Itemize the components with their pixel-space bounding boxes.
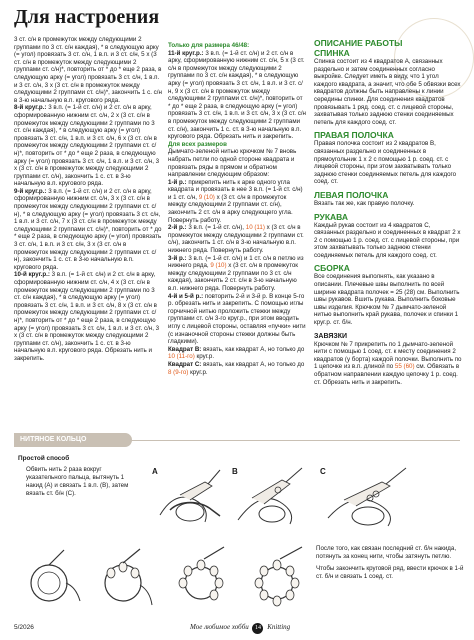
label-b: B: [232, 467, 238, 476]
ties-text: Крючком № 7 прикрепить по 1 дымчато-зеленой нити с помощью 1 соед. ст. к месту соединения 2 квадратов (у борта) каждой полочки. Выполнить по 1 цепочке из в.п. длиной по 55 (60) см. Обвязать в обратном направлении каждую цепочку 1 р. соед. ст. Обрезать нить и закрепить.: [314, 340, 462, 386]
col1-paragraph: 9-й круг.р.: 3 в.п. (= 1-й ст. с/н) и 2 ст. с/н в арку, сформированную нижним ст. с/н, 3 х (3 ст. с/н в промежуток между следующими 2 группами ст. с/н), * в следующую арку (= угол) провязать 3 ст. с/н, 1 в.п. и 3 ст. с/н, 7 х (3 ст. с/н в промежуток между следующими 2 группами ст. с/н)*, повторить от * до * еще 2 раза, в следующую арку (= угол) провязать 3 ст. с/н, 1 в.п. и 3 ст. с/н, 3 х (3 ст. с/н в промежуток между следующими 2 группами ст. с/н), закончить 1 с. ст. в 3-ю начальную в.п. кругового ряда.: [14, 187, 162, 271]
heading-back: СПИНКА: [314, 48, 350, 58]
after-text: [316, 545, 466, 585]
illustration-a: [150, 460, 230, 540]
page-number: 14: [252, 623, 263, 634]
square-b: Квадрат В: вязать, как квадрат А, но только до 10 (11-го) круг.р.: [168, 345, 305, 361]
label-c: C: [320, 467, 326, 476]
col1-paragraph: 8-й круг.р.: 3 в.п. (= 1-й ст. с/н) и 2 ст. с/н в арку, сформированную нижним ст. с/н, 2 х (3 ст. с/н в промежуток между следующими 2 группами по 3 ст. с/н каждая), * в следующую арку (= угол) провязать 3 ст. с/н, 1 в.п. и 3 ст. с/н, 6 х (3 ст. с/н в промежуток между следующими 2 группами ст. с/н)*, повторить от * до * еще 2 раза, в следующую арку (= угол) провязать 3 ст. с/н, 1 в.п. и 3 ст. с/н, 3 х (3 ст. с/н в промежуток между следующими 2 группами ст. с/н), закончить 1 с. ст. в 3-ю начальную в.п. кругового ряда.: [14, 104, 160, 188]
row-2: 2-й р.: 3 в.п. (= 1-й ст. с/н), 10 (11) х (3 ст. с/н в промежуток между следующими 2 группами ст. с/н), закончить 1 ст. с/н в 3-ю начальную в.п. нижнего ряда. Повернуть работу.: [168, 224, 304, 255]
heading-description: ОПИСАНИЕ РАБОТЫ: [314, 38, 403, 48]
ring-illustration-3: [164, 545, 239, 615]
column-1: [14, 36, 162, 363]
heading-right-front: ПРАВАЯ ПОЛОЧКА: [314, 130, 394, 141]
after-text-1: После того, как связан последний ст. б/н накида, потянуть за конец нити, чтобы затянуть петлю.: [316, 545, 457, 560]
right-front-text: Правая полочка состоит из 2 квадратов В, связанных раздельно и соединенных в прямоугольник 1 х 2 с помощью 1 р. соед. ст. с лицевой стороны, при этом захватывать только заднюю стенки соединяемых петель для каждого соед. ст.: [314, 140, 457, 186]
size-heading: Только для размера 46/48:: [168, 42, 250, 49]
label-a: A: [152, 467, 158, 476]
column-2: [168, 42, 306, 376]
row-4-5: 4-й и 5-й р.: повторить 2-й и 3-й р. В конце 5-го р. обрезать нить и закрепить. С помощью иглы горчичной нитью проложить стежки между группами ст. с/н 3-го круг.р., при этом вводить иглу с лицевой стороны, оставляя «пучки» нити (с изнаночной стороны стежки должны быть гладкими).: [168, 292, 306, 346]
all-sizes-heading: Для всех размеров: [168, 140, 227, 148]
simple-method-text: Обвить нить 2 раза вокруг указательного пальца, вытянуть 1 накид (А) и связать 1 в.п. (В), затем вязать ст. б/н (С).: [26, 466, 129, 497]
column-3: [314, 34, 462, 386]
ring-illustration-2: [88, 545, 158, 615]
intro-paragraph: Дымчато-зеленой нитью крючком № 7 вновь набрать петли по одной стороне квадрата и провязать ряды в прямом и обратном направлении следующим образом:: [168, 148, 297, 179]
page-title: Для настроения: [14, 6, 160, 28]
round-11: 11-й круг.р.: 3 в.п. (= 1-й ст. с/н) и 2 ст. с/н в арку, сформированную нижним ст. с/н, 5 х (3 ст. с/н в промежуток между следующими 2 группами по 3 ст. с/н каждая), * в следующую арку (= угол) провязать 3 ст. с/н, 1 в.п. и 3 ст. с/н, 9 х (3 ст. с/н в промежуток между следующими 2 группами ст. с/н)*, повторить от * до * еще 2 раза, в следующую арку (= угол) провязать 3 ст. с/н, 1 в.п. и 3 ст. с/н, 3 х (3 ст. с/н в промежуток между следующими 2 группами ст. с/н), закончить 1 с. ст. в 3-ю начальную в.п. кругового ряда. Обрезать нить и закрепить.: [168, 49, 306, 141]
assembly-text: Все соединения выполнять, как указано в описании. Плечевые швы выполнить по всей ширине квадрата полочек = 25 (28) см. Выполнить швы рукавов. Вшить рукава. Выполнить боковые швы изделия. Крючком № 7 дымчато-зеленой нитью выполнить край рукава, полочек и спинки 1 круг.р. ст. б/н.: [314, 273, 460, 327]
simple-method-heading: Простой способ: [18, 455, 70, 462]
ring-illustration-4: [240, 545, 315, 615]
sleeves-text: Каждый рукав состоит из 4 квадратов С, связанных раздельно и соединенных в квадрат 2 х 2 с помощью 1 р. соед. ст. с лицевой стороны, при этом захватывать только заднюю стенки соединяемых петель для каждого соед. ст.: [314, 221, 461, 259]
back-text: Спинка состоит из 4 квадратов А, связанных раздельно и затем соединенных согласно выкройке. Следует иметь в виду, что 1 угол каждого квадрата, а значит, что обе 5 обвязки всех квадратов должны быть направлены к линии середины спинки. Для соединения квадратов провязывать 1 ряд. соед. ст. с лицевой стороны, захватывая только заднюю стенки соединяемых петель для каждого соед. ст.: [314, 58, 461, 126]
page-footer: [0, 622, 474, 638]
heading-left-front: ЛЕВАЯ ПОЛОЧКА: [314, 189, 389, 200]
ring-illustration-1: [14, 545, 84, 615]
left-front-text: Вязать так же, как правую полочку.: [314, 199, 415, 207]
heading-assembly: СБОРКА: [314, 263, 350, 274]
row-1: 1-й р.: прикрепить нить к арке одного угла квадрата и провязать в нее 3 в.п. (= 1-й ст. с/н) и 1 ст. с/н, 9 (10) х (3 ст. с/н в промежуток между следующими 2 группами ст. с/н), закончить 2 ст. с/н в арку следующего угла. Повернуть работу.: [168, 178, 303, 224]
magazine-name: Мое любимое хобби 14 Knitting: [190, 623, 290, 634]
after-text-2: Чтобы закончить круговой ряд, ввести крючок в 1-й ст. б/н и связать 1 соед. ст.: [316, 565, 464, 580]
heading-ties: ЗАВЯЗКИ: [314, 332, 348, 340]
heading-sleeves: РУКАВА: [314, 211, 349, 222]
illustration-c: [318, 460, 418, 540]
issue-number: 5/2026: [14, 624, 34, 631]
col1-paragraph: 10-й круг.р.: 3 в.п. (= 1-й ст. с/н) и 2 ст. с/н в арку, сформированную нижним ст. с/н, 4 х (3 ст. с/н в промежуток между следующими 2 группами по 3 ст. с/н каждая), * в следующую арку (= угол) провязать 3 ст. с/н, 1 в.п. и 3 ст. с/н, 8 х (3 ст. с/н в промежуток между следующими 2 группами ст. с/н)*, повторить от * до * еще 2 раза, в следующую арку (= угол) провязать 3 ст. с/н, 1 в.п. и 3 ст. с/н, 3 х (3 ст. с/н в промежуток между следующими 2 группами ст. с/н), закончить 1 с. ст. в 3-ю начальную в.п. кругового ряда. Обрезать нить и закрепить.: [14, 271, 160, 362]
section-banner: НИТЯНОЕ КОЛЬЦО: [14, 433, 132, 447]
illustration-b: [230, 460, 310, 540]
col1-paragraph: 3 ст. с/н в промежуток между следующими 2 группами по 3 ст. с/н каждая), * в следующую арку (= угол) провязать 3 ст. с/н, 1 в.п. и 3 ст. с/н, 5 х (3 ст. с/н в промежуток между следующими 2 группами ст. с/н)*, повторить от * до * еще 2 раза, в следующую арку (= угол) провязать 3 ст. с/н, 1 в.п. и 3 ст. с/н, 3 х (3 ст. с/н в промежуток между следующими 2 группами ст. с/н)*, закончить 1 с. с/н в 3-ю начальную в.п. кругового ряда.: [14, 36, 162, 104]
row-3: 3-й р.: 3 в.п. (= 1-й ст. с/н) и 1 ст. с/н в петлю из нижнего ряда, 9 (10) х (3 ст. с/н в промежуток между следующими 2 группами по 3 ст. с/н каждая), закончить 2 ст. с/н в 3-ю начальную в.п. нижнего ряда. Повернуть работу.: [168, 254, 304, 292]
square-c: Квадрат С: вязать, как квадрат А, но только до 8 (9-го) круг.р.: [168, 360, 305, 376]
